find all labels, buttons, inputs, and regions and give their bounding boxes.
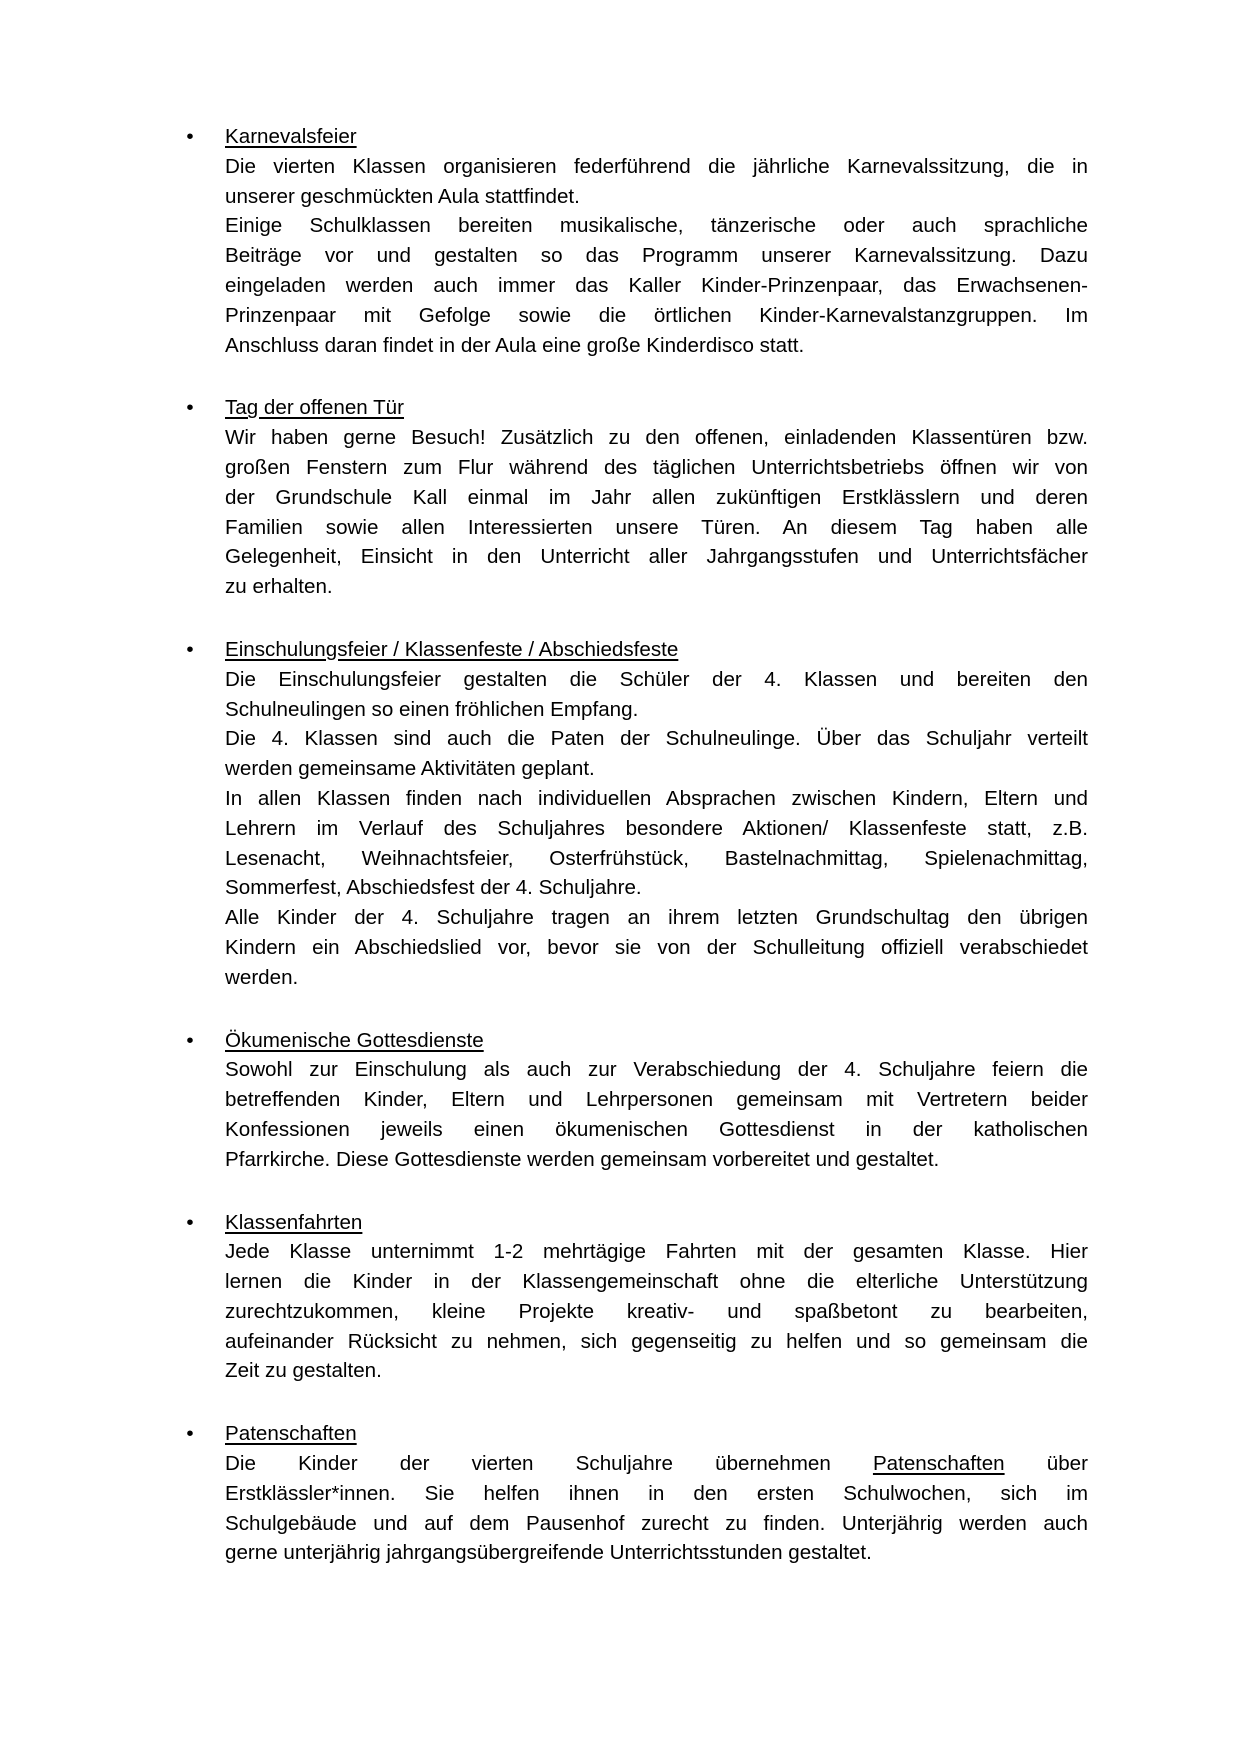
text-line: Die Einschulungsfeier gestalten die Schüler der 4. Klassen und bereiten den (225, 667, 1088, 691)
text-line: Wir haben gerne Besuch! Zusätzlich zu den offenen, einladenden Klassentüren bzw. (225, 426, 1088, 450)
text-line: Alle Kinder der 4. Schuljahre tragen an ihrem letzten Grundschultag den übrigen (225, 906, 1088, 930)
text-line: Konfessionen jeweils einen ökumenischen Gottesdienst in der katholischen (225, 1117, 1088, 1141)
text-line: Lehrern im Verlauf des Schuljahres besondere Aktionen/ Klassenfeste statt, z.B. (225, 816, 1088, 840)
section-title: Karnevalsfeier (225, 125, 357, 148)
section-title: Tag der offenen Tür (225, 396, 404, 420)
text-line: werden. (225, 965, 299, 989)
text-line: Sowohl zur Einschulung als auch zur Verabschiedung der 4. Schuljahre feiern die (225, 1058, 1088, 1082)
section-einschulungsfeier (186, 635, 1088, 993)
text-line: Einige Schulklassen bereiten musikalische, tänzerische oder auch sprachliche (225, 214, 1088, 238)
section-karnevalsfeier (186, 122, 1088, 360)
bullet-icon: • (186, 125, 194, 148)
section-title: Patenschaften (225, 1422, 357, 1446)
text-line: Pfarrkirche. Diese Gottesdienste werden gemeinsam vorbereitet und gestaltet. (225, 1147, 940, 1171)
text-line: Zeit zu gestalten. (225, 1359, 382, 1383)
text-line: Gelegenheit, Einsicht in den Unterricht aller Jahrgangsstufen und Unterrichtsfächer (225, 545, 1088, 569)
text-line: lernen die Kinder in der Klassengemeinschaft ohne die elterliche Unterstützung (225, 1270, 1088, 1294)
text-line: Familien sowie allen Interessierten unsere Türen. An diesem Tag haben alle (225, 515, 1088, 539)
bullet-icon: • (186, 1422, 194, 1446)
section-patenschaften (186, 1419, 1088, 1568)
text-line: der Grundschule Kall einmal im Jahr allen zukünftigen Erstklässlern und deren (225, 485, 1088, 509)
text-line: Erstklässler*innen. Sie helfen ihnen in den ersten Schulwochen, sich im (225, 1481, 1088, 1505)
section-title: Ökumenische Gottesdienste (225, 1028, 484, 1052)
text-line: Schulgebäude und auf dem Pausenhof zurecht zu finden. Unterjährig werden auch (225, 1511, 1088, 1535)
text-line: Die 4. Klassen sind auch die Paten der Schulneulinge. Über das Schuljahr verteilt (225, 727, 1088, 751)
text-line: Schulneulingen so einen fröhlichen Empfang. (225, 697, 639, 721)
text-run: Die Kinder der vierten Schuljahre übernehmen (225, 1452, 873, 1476)
text-line: Beiträge vor und gestalten so das Programm unserer Karnevalssitzung. Dazu (225, 244, 1088, 268)
text-line: Lesenacht, Weihnachtsfeier, Osterfrühstück, Bastelnachmittag, Spielenachmittag, (225, 846, 1088, 870)
text-line: Jede Klasse unternimmt 1-2 mehrtägige Fahrten mit der gesamten Klasse. Hier (225, 1240, 1088, 1264)
text-line: großen Fenstern zum Flur während des täglichen Unterrichtsbetriebs öffnen wir von (225, 455, 1088, 479)
section-title: Einschulungsfeier / Klassenfeste / Abschiedsfeste (225, 637, 679, 661)
text-line: eingeladen werden auch immer das Kaller Kinder-Prinzenpaar, das Erwachsenen- (225, 273, 1088, 297)
section-oekumenische-gottesdienste (186, 1026, 1088, 1175)
bullet-icon: • (186, 396, 194, 420)
section-title: Klassenfahrten (225, 1210, 363, 1234)
bullet-icon: • (186, 1028, 194, 1052)
text-line: betreffenden Kinder, Eltern und Lehrpersonen gemeinsam mit Vertretern beider (225, 1088, 1088, 1112)
bullet-icon: • (186, 637, 194, 661)
text-line: Prinzenpaar mit Gefolge sowie die örtlichen Kinder-Karnevalstanzgruppen. Im (225, 303, 1088, 327)
text-line: zu erhalten. (225, 575, 333, 599)
text-line: gerne unterjährig jahrgangsübergreifende Unterrichtsstunden gestaltet. (225, 1541, 872, 1565)
text-run: über (1004, 1452, 1088, 1476)
section-klassenfahrten (186, 1208, 1088, 1387)
text-line: unserer geschmückten Aula stattfindet. (225, 184, 580, 208)
bullet-icon: • (186, 1210, 194, 1234)
underlined-term: Patenschaften (872, 1452, 1005, 1476)
text-line: Anschluss daran findet in der Aula eine große Kinderdisco statt. (225, 333, 805, 357)
text-line: In allen Klassen finden nach individuellen Absprachen zwischen Kindern, Eltern und (225, 786, 1088, 810)
text-line (225, 1449, 1088, 1479)
text-line: Sommerfest, Abschiedsfest der 4. Schuljahre. (225, 876, 642, 900)
text-line: werden gemeinsame Aktivitäten geplant. (225, 757, 595, 781)
text-line: Die vierten Klassen organisieren federführend die jährliche Karnevalssitzung, die in (225, 154, 1088, 178)
text-line: zurechtzukommen, kleine Projekte kreativ- und spaßbetont zu bearbeiten, (225, 1299, 1088, 1323)
text-line: aufeinander Rücksicht zu nehmen, sich gegenseitig zu helfen und so gemeinsam die (225, 1329, 1088, 1353)
section-tag-der-offenen-tuer (186, 393, 1088, 602)
text-line: Kindern ein Abschiedslied vor, bevor sie von der Schulleitung offiziell verabschiedet (225, 935, 1088, 959)
